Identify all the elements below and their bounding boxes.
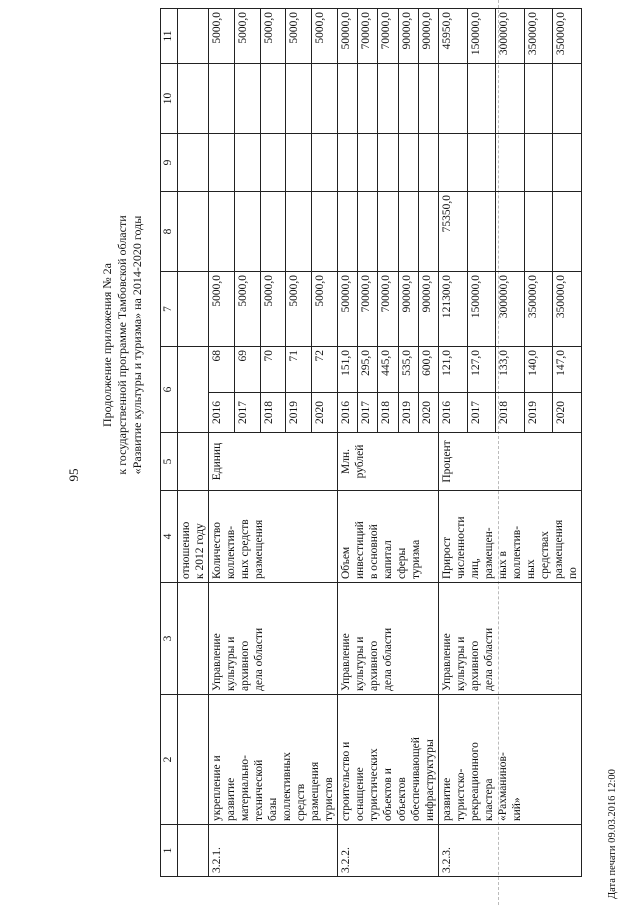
amount-cell: 90000,0 bbox=[398, 272, 418, 347]
target-value-cell: 445,0 bbox=[378, 347, 398, 393]
header-cell: 9 bbox=[161, 134, 178, 192]
table-cell bbox=[178, 134, 209, 192]
year-cell: 2019 bbox=[524, 393, 553, 433]
amount-cell: 5000,0 bbox=[312, 9, 338, 64]
year-cell: 2020 bbox=[418, 393, 438, 433]
measure-number: 3.2.1. bbox=[209, 825, 338, 877]
amount-cell bbox=[439, 64, 468, 134]
measure-unit: Млн. рублей bbox=[338, 433, 439, 491]
year-cell: 2020 bbox=[312, 393, 338, 433]
year-cell: 2017 bbox=[467, 393, 496, 433]
amount-cell bbox=[358, 134, 378, 192]
measure-name: строительство и оснащение туристических объектов и объектов обеспечивающей инфраструктуры bbox=[338, 695, 439, 825]
year-cell: 2019 bbox=[398, 393, 418, 433]
amount-cell bbox=[260, 134, 286, 192]
continued-row bbox=[178, 9, 209, 877]
measure-executor: Управление культуры и архивного дела области bbox=[209, 583, 338, 695]
measure-name: укрепление и развитие материально- технической базы коллективных средств размещения туристов bbox=[209, 695, 338, 825]
header-cell: 2 bbox=[161, 695, 178, 825]
amount-cell bbox=[553, 64, 582, 134]
header-cell: 6 bbox=[161, 347, 178, 433]
header-cell: 7 bbox=[161, 272, 178, 347]
year-cell: 2018 bbox=[378, 393, 398, 433]
amount-cell: 350000,0 bbox=[524, 272, 553, 347]
amount-cell bbox=[496, 192, 525, 272]
header-cell: 3 bbox=[161, 583, 178, 695]
table-cell bbox=[178, 192, 209, 272]
table-cell bbox=[178, 825, 209, 877]
amount-cell bbox=[338, 64, 358, 134]
amount-cell: 300000,0 bbox=[496, 9, 525, 64]
year-cell: 2016 bbox=[439, 393, 468, 433]
amount-cell bbox=[338, 134, 358, 192]
table-cell bbox=[178, 433, 209, 491]
amount-cell bbox=[378, 134, 398, 192]
header-cell: 5 bbox=[161, 433, 178, 491]
target-value-cell: 71 bbox=[286, 347, 312, 393]
amount-cell bbox=[260, 192, 286, 272]
year-cell: 2020 bbox=[553, 393, 582, 433]
page-number: 95 bbox=[66, 468, 81, 482]
amount-cell bbox=[286, 192, 312, 272]
amount-cell bbox=[312, 64, 338, 134]
target-value-cell: 72 bbox=[312, 347, 338, 393]
measure-unit: Единиц bbox=[209, 433, 338, 491]
amount-cell bbox=[260, 64, 286, 134]
measure-number: 3.2.2. bbox=[338, 825, 439, 877]
print-date: Дата печати 09.03.2016 12:00 bbox=[607, 769, 618, 899]
year-cell: 2016 bbox=[338, 393, 358, 433]
amount-cell: 90000,0 bbox=[418, 9, 438, 64]
program-table bbox=[160, 8, 582, 877]
amount-cell bbox=[358, 64, 378, 134]
amount-cell: 90000,0 bbox=[418, 272, 438, 347]
amount-cell: 300000,0 bbox=[496, 272, 525, 347]
amount-cell bbox=[312, 192, 338, 272]
measure-indicator: Количество коллектив- ных средств размещения bbox=[209, 491, 338, 583]
amount-cell: 5000,0 bbox=[234, 272, 260, 347]
amount-cell bbox=[553, 192, 582, 272]
amount-cell: 45950,0 bbox=[439, 9, 468, 64]
table-cell bbox=[178, 583, 209, 695]
target-value-cell: 295,0 bbox=[358, 347, 378, 393]
target-value-cell: 127,0 bbox=[467, 347, 496, 393]
amount-cell bbox=[286, 64, 312, 134]
amount-cell bbox=[524, 64, 553, 134]
amount-cell: 70000,0 bbox=[358, 272, 378, 347]
amount-cell: 150000,0 bbox=[467, 272, 496, 347]
amount-cell bbox=[286, 134, 312, 192]
table-cell bbox=[178, 9, 209, 64]
amount-cell: 70000,0 bbox=[378, 272, 398, 347]
amount-cell: 5000,0 bbox=[312, 272, 338, 347]
target-value-cell: 535,0 bbox=[398, 347, 418, 393]
amount-cell: 5000,0 bbox=[209, 9, 235, 64]
amount-cell bbox=[234, 134, 260, 192]
table-cell bbox=[178, 347, 209, 433]
target-value-cell: 121,0 bbox=[439, 347, 468, 393]
year-cell: 2019 bbox=[286, 393, 312, 433]
amount-cell bbox=[496, 134, 525, 192]
year-cell: 2018 bbox=[496, 393, 525, 433]
amount-cell: 150000,0 bbox=[467, 9, 496, 64]
amount-cell bbox=[209, 134, 235, 192]
amount-cell bbox=[338, 192, 358, 272]
amount-cell bbox=[439, 134, 468, 192]
measure-executor: Управление культуры и архивного дела области bbox=[439, 583, 582, 695]
amount-cell bbox=[524, 192, 553, 272]
table-row bbox=[209, 9, 235, 877]
amount-cell bbox=[467, 192, 496, 272]
measure-executor: Управление культуры и архивного дела области bbox=[338, 583, 439, 695]
amount-cell bbox=[467, 134, 496, 192]
year-cell: 2016 bbox=[209, 393, 235, 433]
measure-number: 3.2.3. bbox=[439, 825, 582, 877]
amount-cell: 350000,0 bbox=[553, 272, 582, 347]
table-cell bbox=[178, 695, 209, 825]
header-cell: 1 bbox=[161, 825, 178, 877]
header-cell: 10 bbox=[161, 64, 178, 134]
amount-cell: 70000,0 bbox=[378, 9, 398, 64]
amount-cell bbox=[418, 64, 438, 134]
amount-cell bbox=[398, 134, 418, 192]
amount-cell: 70000,0 bbox=[358, 9, 378, 64]
year-cell: 2017 bbox=[358, 393, 378, 433]
target-value-cell: 151,0 bbox=[338, 347, 358, 393]
measure-indicator: Прирост численности лиц, размещен- ных в коллектив- ных средствах размещения по bbox=[439, 491, 582, 583]
target-value-cell: 140,0 bbox=[524, 347, 553, 393]
target-value-cell: 70 bbox=[260, 347, 286, 393]
continuation-line-1: Продолжение приложения № 2а bbox=[100, 263, 114, 428]
header-cell: 11 bbox=[161, 9, 178, 64]
amount-cell bbox=[358, 192, 378, 272]
header-cell: 8 bbox=[161, 192, 178, 272]
amount-cell bbox=[234, 64, 260, 134]
target-value-cell: 600,0 bbox=[418, 347, 438, 393]
amount-cell: 5000,0 bbox=[286, 9, 312, 64]
amount-cell bbox=[209, 192, 235, 272]
table-body bbox=[161, 9, 582, 877]
amount-cell: 5000,0 bbox=[209, 272, 235, 347]
header-cell: 4 bbox=[161, 491, 178, 583]
amount-cell bbox=[553, 134, 582, 192]
amount-cell: 350000,0 bbox=[553, 9, 582, 64]
amount-cell bbox=[418, 192, 438, 272]
target-value-cell: 147,0 bbox=[553, 347, 582, 393]
amount-cell: 50000,0 bbox=[338, 272, 358, 347]
continuation-line-3: «Развитие культуры и туризма» на 2014-2020 годы bbox=[130, 215, 144, 475]
amount-cell: 50000,0 bbox=[338, 9, 358, 64]
amount-cell bbox=[378, 64, 398, 134]
table-cell bbox=[178, 64, 209, 134]
amount-cell: 5000,0 bbox=[260, 9, 286, 64]
amount-cell bbox=[312, 134, 338, 192]
measure-unit: Процент bbox=[439, 433, 582, 491]
amount-cell bbox=[378, 192, 398, 272]
amount-cell bbox=[398, 64, 418, 134]
amount-cell: 121300,0 bbox=[439, 272, 468, 347]
amount-cell: 5000,0 bbox=[286, 272, 312, 347]
amount-cell: 5000,0 bbox=[260, 272, 286, 347]
amount-cell bbox=[398, 192, 418, 272]
target-value-cell: 68 bbox=[209, 347, 235, 393]
table-cell bbox=[178, 272, 209, 347]
year-cell: 2018 bbox=[260, 393, 286, 433]
amount-cell bbox=[496, 64, 525, 134]
amount-cell bbox=[418, 134, 438, 192]
target-value-cell: 133,0 bbox=[496, 347, 525, 393]
amount-cell bbox=[234, 192, 260, 272]
amount-cell: 350000,0 bbox=[524, 9, 553, 64]
amount-cell bbox=[467, 64, 496, 134]
amount-cell: 5000,0 bbox=[234, 9, 260, 64]
amount-cell: 90000,0 bbox=[398, 9, 418, 64]
amount-cell bbox=[209, 64, 235, 134]
year-cell: 2017 bbox=[234, 393, 260, 433]
measure-name: развитие туристско- рекреационного кластера «Рахманинов- кий» bbox=[439, 695, 582, 825]
target-value-cell: 69 bbox=[234, 347, 260, 393]
amount-cell bbox=[524, 134, 553, 192]
table-row bbox=[338, 9, 358, 877]
amount-cell: 75350,0 bbox=[439, 192, 468, 272]
measure-indicator: Объем инвестиций в основной капитал сферы туризма bbox=[338, 491, 439, 583]
continuation-header bbox=[100, 105, 145, 585]
continuation-line-2: к государственной программе Тамбовской области bbox=[115, 215, 129, 475]
indicator-continuation: отношению к 2012 году bbox=[178, 491, 209, 583]
header-row bbox=[161, 9, 178, 877]
table-row bbox=[439, 9, 468, 877]
